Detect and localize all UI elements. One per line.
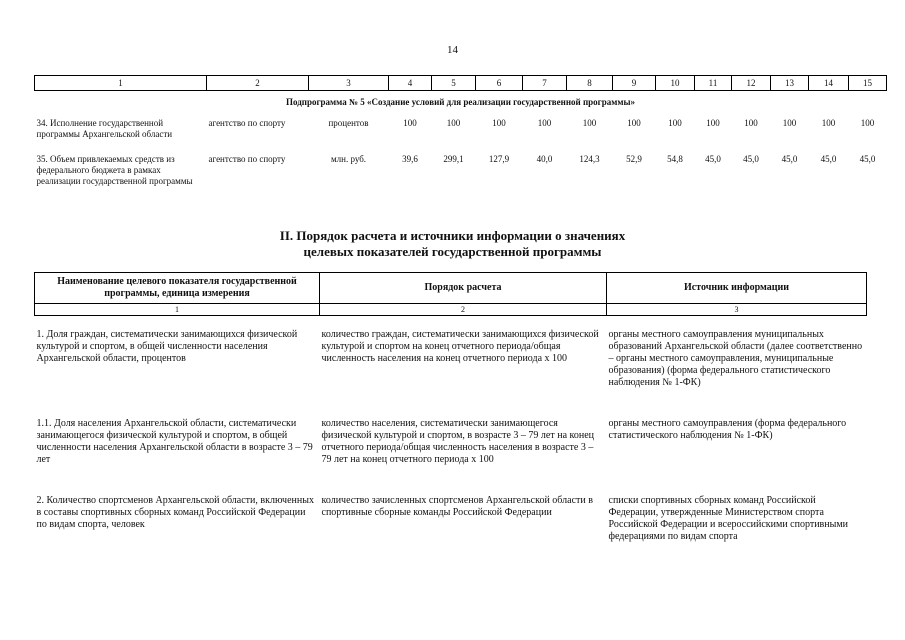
table-row <box>35 482 867 559</box>
value-cell: 100 <box>537 118 552 128</box>
indicator-name: 1.1. Доля населения Архангельской области, систематически занимающегося физической культурой и спортом, в общей численности населения Архангельской области в возрасте 3 – 79 лет <box>36 418 313 465</box>
executor: агентство по спорту <box>208 154 286 164</box>
calculation-table <box>34 272 867 559</box>
col-number: 15 <box>849 76 887 91</box>
table-row <box>35 154 887 187</box>
value-cell: 127,9 <box>488 154 510 164</box>
section-heading <box>0 228 905 260</box>
unit: процентов <box>328 118 369 128</box>
indicator-name: 2. Количество спортсменов Архангельской области, включенных в составы спортивных сборных команд Российской Федерации по видам спорта, человек <box>36 495 314 530</box>
executor: агентство по спорту <box>208 118 286 128</box>
section-heading-line2: целевых показателей государственной программы <box>303 244 602 259</box>
col-number: 6 <box>476 76 523 91</box>
value-cell: 299,1 <box>443 154 464 164</box>
value-cell: 45,0 <box>743 154 759 164</box>
targets-table <box>34 75 887 187</box>
information-source: органы местного самоуправления муниципальных образований Архангельской области (далее соответственно – органы местного самоуправления, муниципальные образования) (форма федерального статистического наблюдения № 1-ФК) <box>608 329 863 388</box>
value-cell: 100 <box>744 118 758 128</box>
table-row <box>35 405 867 482</box>
col-number: 11 <box>695 76 732 91</box>
indicator-name: 34. Исполнение государственной программы Архангельской области <box>36 118 173 139</box>
col-number: 14 <box>809 76 849 91</box>
col-number: 8 <box>567 76 613 91</box>
value-cell: 52,9 <box>626 154 642 164</box>
value-cell: 100 <box>782 118 797 128</box>
header-cell: Наименование целевого показателя государственной программы, единица измерения <box>35 273 320 304</box>
value-cell: 124,3 <box>579 154 600 164</box>
indicator-name: 35. Объем привлекаемых средств из федерального бюджета в рамках реализации государственной программы <box>36 154 193 186</box>
col-number: 3 <box>607 304 867 316</box>
header-cell: Источник информации <box>607 273 867 304</box>
value-cell: 100 <box>821 118 836 128</box>
col-number: 13 <box>771 76 809 91</box>
calculation-method: количество зачисленных спортсменов Архангельской области в спортивные сборные команды Российской Федерации <box>321 495 593 518</box>
calculation-method: количество граждан, систематически занимающихся физической культурой и спортом на конец отчетного периода/общая численность населения на конец отчетного периода х 100 <box>321 329 599 364</box>
subprogram-row <box>35 91 887 119</box>
value-cell: 45,0 <box>705 154 721 164</box>
col-number: 4 <box>389 76 432 91</box>
col-number: 12 <box>732 76 771 91</box>
col-number: 2 <box>320 304 607 316</box>
value-cell: 39,6 <box>402 154 418 164</box>
value-cell: 100 <box>706 118 720 128</box>
value-cell: 45,0 <box>820 154 837 164</box>
subprogram-title: Подпрограмма № 5 «Создание условий для реализации государственной программы» <box>285 97 636 107</box>
column-numbers-row <box>35 76 887 91</box>
header-row <box>35 273 867 304</box>
col-number: 2 <box>207 76 309 91</box>
page-number: 14 <box>447 44 458 56</box>
value-cell: 100 <box>492 118 506 128</box>
col-number: 10 <box>656 76 695 91</box>
value-cell: 40,0 <box>536 154 553 164</box>
col-number: 7 <box>523 76 567 91</box>
calculation-method: количество населения, систематически занимающегося физической культурой и спортом, в возрасте 3 – 79 лет на конец отчетного периода/общая численность населения в возрасте 3 – 79 лет на конец отчетного периода х 100 <box>321 418 595 465</box>
header-cell: Порядок расчета <box>320 273 607 304</box>
column-numbers-row <box>35 304 867 316</box>
value-cell: 100 <box>668 118 682 128</box>
value-cell: 100 <box>627 118 641 128</box>
value-cell: 100 <box>446 118 461 128</box>
section-heading-line1: II. Порядок расчета и источники информации о значениях <box>279 228 626 243</box>
table-row <box>35 118 887 154</box>
value-cell: 100 <box>403 118 417 128</box>
information-source: органы местного самоуправления (форма федерального статистического наблюдения № 1-ФК) <box>608 418 847 441</box>
col-number: 3 <box>309 76 389 91</box>
col-number: 1 <box>35 76 207 91</box>
value-cell: 54,8 <box>667 154 683 164</box>
unit: млн. руб. <box>330 154 367 164</box>
indicator-name: 1. Доля граждан, систематически занимающихся физической культурой и спортом, в общей численности населения Архангельской области, процентов <box>36 329 298 364</box>
value-cell: 45,0 <box>859 154 876 164</box>
value-cell: 100 <box>860 118 875 128</box>
information-source: списки спортивных сборных команд Российской Федерации, утвержденные Министерством спорта Российской Федерации и всероссийскими спортивными федерациями по видам спорта <box>608 495 849 542</box>
col-number: 9 <box>613 76 656 91</box>
value-cell: 45,0 <box>781 154 798 164</box>
value-cell: 100 <box>582 118 597 128</box>
col-number: 1 <box>35 304 320 316</box>
table-row <box>35 316 867 406</box>
col-number: 5 <box>432 76 476 91</box>
